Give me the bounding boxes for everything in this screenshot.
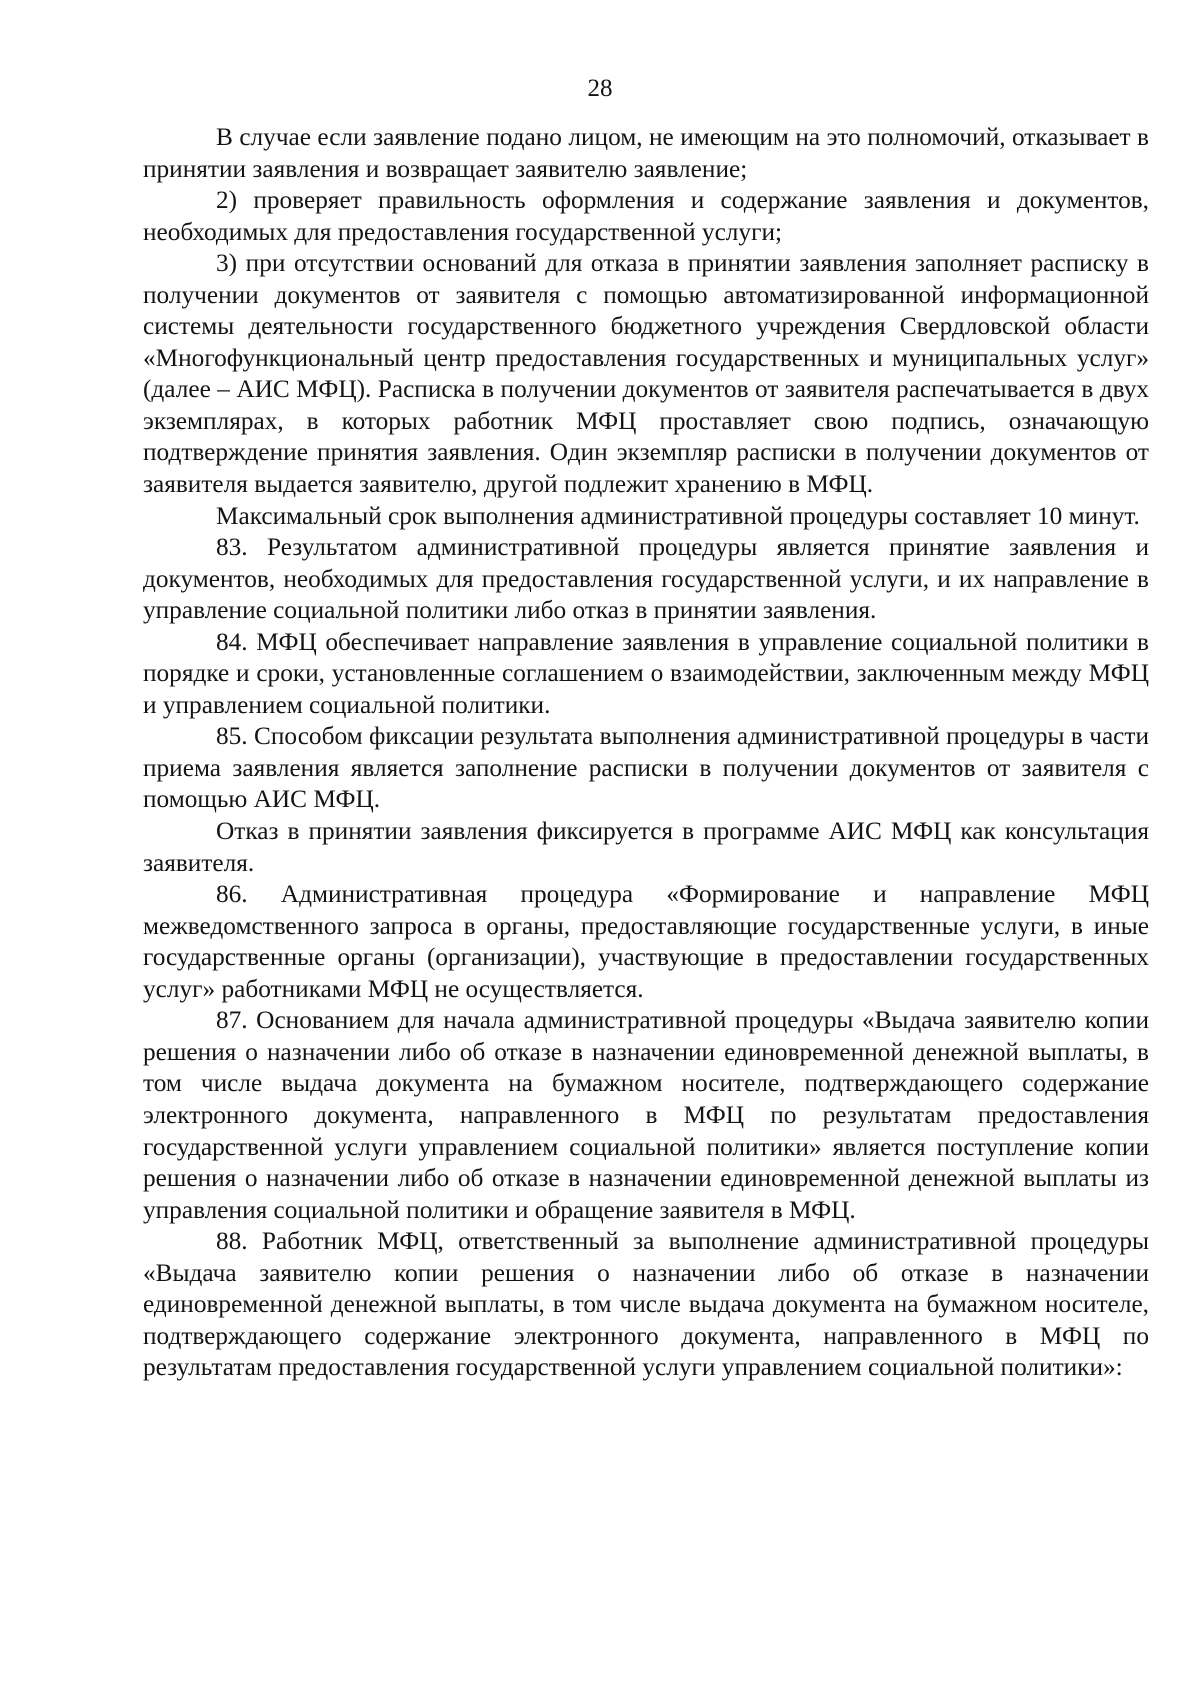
paragraph-item-2-check-documents: 2) проверяет правильность оформления и содержание заявления и документов, необходимых для предоставления государственной услуги; (143, 186, 1149, 246)
paragraph-87-grounds: 87. Основанием для начала административной процедуры «Выдача заявителю копии решения о назначении либо об отказе в назначении единовременной денежной выплаты, в том числе выдача документа на бумажном носителе, подтверждающего содержание электронного документа, направленного в МФЦ по результатам предоставления государственной услуги управлением социальной политики» является поступление копии решения о назначении либо об отказе в назначении единовременной денежной выплаты из управления социальной политики и обращение заявителя в МФЦ. (143, 1006, 1149, 1224)
paragraph-88-responsible-worker: 88. Работник МФЦ, ответственный за выполнение административной процедуры «Выдача заявителю копии решения о назначении либо об отказе в назначении единовременной денежной выплаты, в том числе выдача документа на бумажном носителе, подтверждающего содержание электронного документа, направленного в МФЦ по результатам предоставления государственной услуги управлением социальной политики»: (143, 1227, 1149, 1382)
paragraph-item-3-receipt: 3) при отсутствии оснований для отказа в принятии заявления заполняет расписку в получении документов от заявителя с помощью автоматизированной информационной системы деятельности государственного бюджетного учреждения Свердловской области «Многофункциональный центр предоставления государственных и муниципальных услуг» (далее – АИС МФЦ). Расписка в получении документов от заявителя распечатывается в двух экземплярах, в которых работник МФЦ проставляет свою подпись, означающую подтверждение принятия заявления. Один экземпляр расписки в получении документов от заявителя выдается заявителю, другой подлежит хранению в МФЦ. (143, 249, 1149, 499)
paragraph-86-interagency-request: 86. Административная процедура «Формирование и направление МФЦ межведомственного запроса в органы, предоставляющие государственные услуги, в иные государственные органы (организации), участвующие в предоставлении государственных услуг» работниками МФЦ не осуществляется. (143, 880, 1149, 1003)
paragraph-max-duration: Максимальный срок выполнения административной процедуры составляет 10 минут. (216, 501, 1140, 530)
paragraph-refusal-return: В случае если заявление подано лицом, не имеющим на это полномочий, отказывает в принятии заявления и возвращает заявителю заявление; (143, 123, 1149, 183)
paragraph-84-forwarding: 84. МФЦ обеспечивает направление заявления в управление социальной политики в порядке и сроки, установленные соглашением о взаимодействии, заключенным между МФЦ и управлением социальной политики. (143, 627, 1149, 719)
document-body (143, 122, 1149, 1384)
paragraph-83-result: 83. Результатом административной процедуры является принятие заявления и документов, необходимых для предоставления государственной услуги, и их направление в управление социальной политики либо отказ в принятии заявления. (143, 533, 1149, 625)
page-number: 28 (587, 75, 613, 102)
paragraph-refusal-recorded: Отказ в принятии заявления фиксируется в программе АИС МФЦ как консультация заявителя. (143, 817, 1149, 877)
paragraph-85-recording: 85. Способом фиксации результата выполнения административной процедуры в части приема заявления является заполнение расписки в получении документов от заявителя с помощью АИС МФЦ. (143, 722, 1149, 814)
